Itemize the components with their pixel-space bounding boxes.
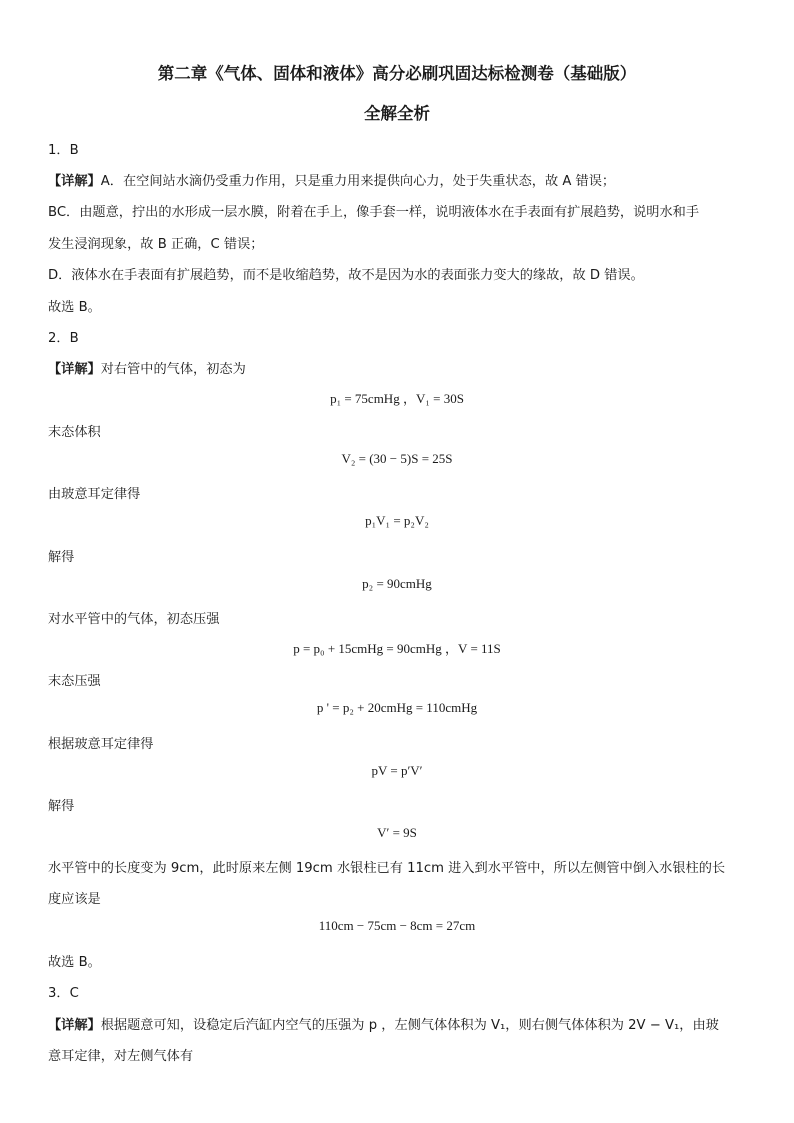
q1-conclusion: 故选 B。 (48, 300, 101, 315)
q3-detail-tag: 【详解】 (48, 1018, 101, 1033)
q2-detail-tag: 【详解】 (48, 362, 101, 377)
q2-text-6: 末态压强 (48, 674, 101, 689)
q1-bc-line-2: 发生浸润现象，故 B 正确，C 错误； (48, 237, 264, 252)
q2-text-9-line-2: 度应该是 (48, 892, 101, 907)
q1-number: 1．B (48, 143, 79, 158)
q2-equation-3: p₁V₁ = p₂V₂ (365, 513, 429, 528)
q1-a-text: A．在空间站水滴仍受重力作用，只是重力用来提供向心力，处于失重状态，故 A 错误； (100, 174, 616, 189)
q2-text-4: 解得 (48, 550, 75, 565)
q2-equation-9: 110cm − 75cm − 8cm = 27cm (318, 918, 476, 933)
q2-equation-7: pV = p′V′ (371, 763, 423, 778)
q2-text-7: 根据玻意耳定律得 (48, 737, 154, 752)
q2-text-3: 由玻意耳定律得 (48, 487, 141, 502)
q2-intro (48, 358, 246, 377)
q2-equation-5: p = p₀ + 15cmHg = 90cmHg ，V = 11S (293, 641, 501, 656)
q1-bc-line-1: BC．由题意，拧出的水形成一层水膜，附着在手上，像手套一样，说明液体水在手表面有扩展趋势，说明水和手 (48, 205, 700, 220)
q2-intro-text: 对右管中的气体，初态为 (100, 362, 246, 377)
q2-text-8: 解得 (48, 799, 75, 814)
q3-line-2: 意耳定律，对左侧气体有 (48, 1049, 194, 1064)
document-subtitle: 全解全析 (364, 104, 430, 123)
q3-number: 3．C (48, 986, 79, 1001)
q2-text-9-line-1: 水平管中的长度变为 9cm，此时原来左侧 19cm 水银柱已有 11cm 进入到水平管中，所以左侧管中倒入水银柱的长 (48, 861, 726, 876)
q2-equation-2: V₂ = (30 − 5)S = 25S (341, 451, 453, 466)
q2-text-2: 末态体积 (48, 425, 101, 440)
q2-conclusion: 故选 B。 (48, 955, 101, 970)
q1-option-a-explanation (48, 170, 615, 189)
q2-equation-6: p ' = p₂ + 20cmHg = 110cmHg (316, 700, 478, 715)
q2-equation-4: p₂ = 90cmHg (362, 576, 432, 591)
q3-line-1 (48, 1014, 719, 1033)
document-title: 第二章《气体、固体和液体》高分必刷巩固达标检测卷（基础版） (157, 64, 637, 83)
q3-line-1-text: 根据题意可知，设稳定后汽缸内空气的压强为 p ，左侧气体体积为 V₁，则右侧气体体积为 2V − V₁，由玻 (100, 1018, 719, 1033)
q1-option-d-explanation: D．液体水在手表面有扩展趋势，而不是收缩趋势，故不是因为水的表面张力变大的缘故，故 D 错误。 (48, 268, 644, 283)
q2-number: 2．B (48, 331, 79, 346)
q2-equation-8: V′ = 9S (377, 825, 417, 840)
q1-detail-tag: 【详解】 (48, 174, 101, 189)
q2-text-5: 对水平管中的气体，初态压强 (48, 612, 220, 627)
q2-equation-1: p₁ = 75cmHg ，V₁ = 30S (330, 391, 464, 406)
